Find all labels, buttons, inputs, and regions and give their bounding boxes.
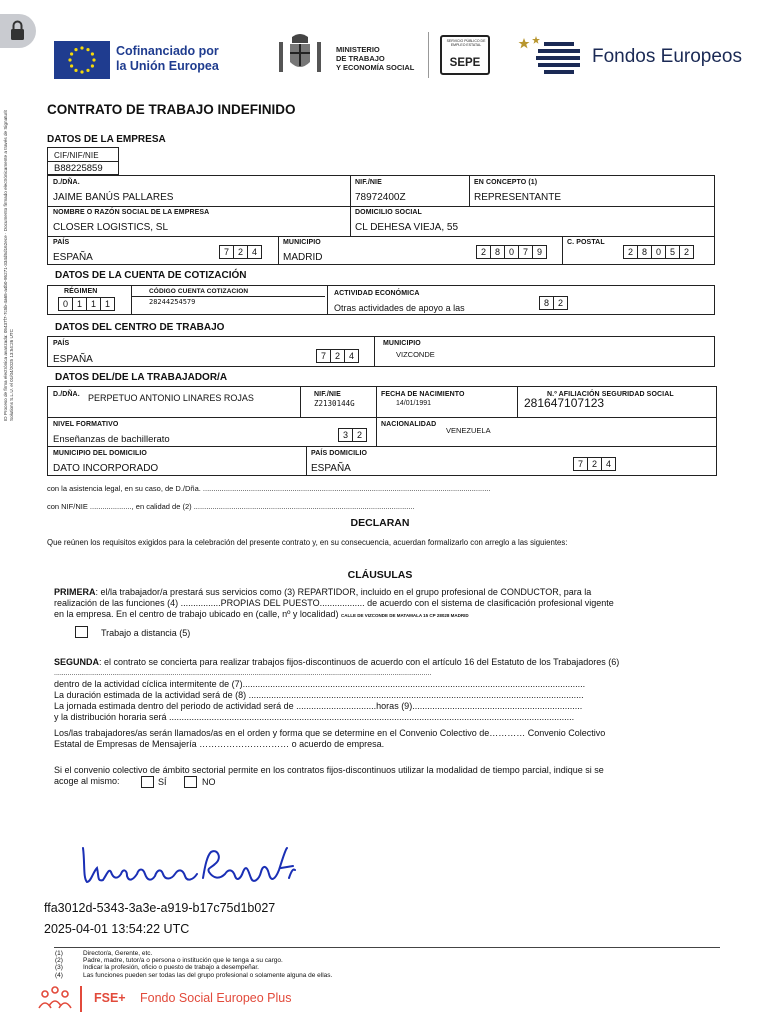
- sepe-small-text: SERVICIO PÚBLICO DE EMPLEO ESTATAL: [446, 39, 486, 47]
- lock-icon: [0, 14, 36, 48]
- empresa-nif-label: NIF./NIE: [355, 179, 382, 186]
- primera-line3: en la empresa. En el centro de trabajo ubicado en (calle, nº y localidad): [54, 609, 339, 619]
- segunda-line7: Los/las trabajadores/as serán llamados/as en el orden y forma que se determine en el Convenio Colectivo de………… Convenio Colectivo: [54, 728, 606, 738]
- primera-line3-small: CALLE DE VIZCONDE DE MATAMALA 15 CP 28028 MADRID: [340, 613, 469, 618]
- cp-code: 2 8 0 5 2: [623, 245, 694, 259]
- empresa-pais-code: 7 2 4: [219, 245, 262, 259]
- trabajador-dona-value: PERPETUO ANTONIO LINARES ROJAS: [88, 393, 254, 403]
- segunda-line2: ..................................................................................................................................................................................................: [54, 670, 432, 677]
- si-label: SÍ: [158, 777, 167, 787]
- empresa-municipio-code: 2 8 0 7 9: [476, 245, 547, 259]
- ministerio-l3: Y ECONOMÍA SOCIAL: [336, 63, 415, 72]
- people-icon: [38, 984, 72, 1014]
- nivel-code: 3 2: [338, 428, 367, 442]
- lock-badge: [0, 14, 36, 48]
- signature-side-text: ID Proceso de firma electrónica avanzada: 05437f7-7c5b-4a65-a4b0-95271-334d5d162ece · Documento firmado electrónicamente a través de Signaturit Solutions S.L.U. el 01/04/2025 13:54:26 UTC: [3, 110, 14, 421]
- fse-name-text: Fondo Social Europeo Plus: [140, 991, 292, 1005]
- sepe-logo: [440, 35, 490, 75]
- segunda-line8: Estatal de Empresas de Mensajería ………………………… o acuerdo de empresa.: [54, 739, 385, 749]
- primera-line2: realización de las funciones (4) ................PROPIAS DEL PUESTO.................. de acuerdo con el sistema de clasificación profesional vigente: [54, 598, 614, 608]
- trabajo-distancia-label: Trabajo a distancia (5): [101, 628, 191, 638]
- trabajador-nif-value: Z2130144G: [314, 399, 355, 408]
- footnote-divider: [54, 947, 720, 948]
- cif-box: [47, 147, 119, 175]
- primera-lead: PRIMERA: [54, 587, 96, 597]
- nacionalidad-label: NACIONALIDAD: [381, 421, 437, 428]
- trabajador-table: [47, 386, 717, 476]
- document-title: CONTRATO DE TRABAJO INDEFINIDO: [47, 102, 296, 117]
- primera-clause: [54, 587, 716, 621]
- fse-divider: [80, 986, 82, 1012]
- afiliacion-value: 281647107123: [524, 396, 605, 410]
- cif-value: B88225859: [54, 163, 103, 174]
- empresa-section-title: DATOS DE LA EMPRESA: [47, 134, 166, 145]
- fondos-text: Fondos Europeos: [592, 46, 742, 67]
- nivel-value: Enseñanzas de bachillerato: [53, 434, 170, 445]
- ministerio-divider: [428, 32, 429, 78]
- segunda-line6: y la distribución horaria será ..................................................................................................................................................................: [54, 712, 575, 722]
- actividad-label: ACTIVIDAD ECONÓMICA: [334, 290, 420, 297]
- concepto-label: EN CONCEPTO (1): [474, 179, 538, 186]
- domicilio-value: CL DEHESA VIEJA, 55: [355, 222, 459, 233]
- centro-municipio-label: MUNICIPIO: [383, 340, 421, 347]
- nacimiento-label: FECHA DE NACIMIENTO: [381, 391, 465, 398]
- nif-calidad-line: con NIF/NIE ...................., en calidad de (2) ..........................................................................................................: [47, 502, 415, 511]
- actividad-value: Otras actividades de apoyo a las: [334, 303, 465, 313]
- cp-label: C. POSTAL: [567, 239, 605, 246]
- razon-label: NOMBRE O RAZÓN SOCIAL DE LA EMPRESA: [53, 209, 210, 216]
- empresa-dona-value: JAIME BANÚS PALLARES: [53, 192, 174, 203]
- trabajador-nif-label: NIF./NIE: [314, 391, 341, 398]
- segunda-line3: dentro de la actividad cíclica intermitente de (7).........................................................................................................................................: [54, 679, 586, 689]
- declaran-title: DECLARAN: [350, 517, 410, 529]
- regimen-code: 0 1 1 1: [58, 297, 115, 311]
- pais-dom-label: PAÍS DOMICILIO: [311, 450, 368, 457]
- nacionalidad-value: VENEZUELA: [446, 426, 491, 435]
- ministerio-l2: DE TRABAJO: [336, 54, 385, 63]
- coat-of-arms-icon: [276, 32, 324, 78]
- codigo-cuenta-value: 28244254579: [149, 298, 196, 306]
- footnote-1: (1) Director/a, Gerente, etc.: [55, 950, 153, 957]
- handwritten-signature: [75, 838, 305, 898]
- empresa-nif-value: 78972400Z: [355, 192, 406, 203]
- codigo-cuenta-label: CÓDIGO CUENTA COTIZACION: [149, 288, 249, 295]
- segunda-lead: SEGUNDA: [54, 657, 100, 667]
- declaran-text: Que reúnen los requisitos exigidos para la celebración del presente contrato y, en su consecuencia, acuerdan formalizarlo con arreglo a las siguientes:: [47, 538, 568, 547]
- regimen-label: RÉGIMEN: [64, 288, 98, 295]
- centro-pais-value: ESPAÑA: [53, 354, 93, 365]
- cotizacion-section-title: DATOS DE LA CUENTA DE COTIZACIÓN: [55, 270, 247, 281]
- signature-id: ffa3012d-5343-3a3e-a919-b17c75d1b027: [44, 901, 276, 915]
- centro-municipio-value: VIZCONDE: [396, 350, 435, 359]
- mun-dom-value: DATO INCORPORADO: [53, 463, 159, 474]
- segunda-line5: La jornada estimada dentro del periodo de actividad será de ................................horas (9)....................................................................: [54, 701, 583, 711]
- segunda-line1: : el contrato se concierta para realizar trabajos fijos-discontinuos de acuerdo con el artículo 16 del Estatuto de los Trabajadores (6): [99, 657, 620, 667]
- footnote-4: (4) Las funciones pueden ser todas las del grupo profesional o solamente alguna de ellas.: [55, 971, 333, 979]
- afiliacion-label: N.º AFILIACIÓN SEGURIDAD SOCIAL: [547, 391, 674, 398]
- trabajador-section-title: DATOS DEL/DE LA TRABAJADOR/A: [55, 372, 228, 383]
- razon-value: CLOSER LOGISTICS, SL: [53, 222, 169, 233]
- sepe-text: SEPE: [449, 57, 481, 69]
- pais-dom-value: ESPAÑA: [311, 463, 351, 474]
- primera-line1: : el/la trabajador/a prestará sus servicios como (3) REPARTIDOR, incluido en el grupo profesional de CONDUCTOR, para la: [95, 587, 592, 597]
- empresa-table: [47, 175, 715, 265]
- centro-section-title: DATOS DEL CENTRO DE TRABAJO: [55, 322, 225, 333]
- cif-label: CIF/NIF/NIE: [54, 151, 99, 160]
- asistencia-line: con la asistencia legal, en su caso, de D./Dña. ..........................................................................................................................................: [47, 484, 491, 493]
- footnotes: [55, 950, 332, 979]
- eu-text-1: Cofinanciado por: [116, 44, 219, 58]
- footnote-3: (3) Indicar la profesión, oficio o puesto de trabajo a desempeñar.: [55, 964, 259, 972]
- empresa-municipio-label: MUNICIPIO: [283, 239, 321, 246]
- no-label: NO: [202, 777, 216, 787]
- eu-flag-icon: [54, 41, 110, 79]
- signature-date: 2025-04-01 13:54:22 UTC: [44, 922, 190, 936]
- empresa-dona-label: D./DÑA.: [53, 179, 80, 186]
- empresa-municipio-value: MADRID: [283, 252, 323, 263]
- concepto-value: REPRESENTANTE: [474, 192, 562, 203]
- eu-text-2: la Unión Europea: [116, 59, 219, 73]
- empresa-pais-value: ESPAÑA: [53, 252, 93, 263]
- trabajo-distancia-checkbox[interactable]: [75, 626, 88, 638]
- actividad-code: 8 2: [539, 296, 568, 310]
- domicilio-label: DOMICILIO SOCIAL: [355, 209, 422, 216]
- segunda-clause: [54, 657, 716, 787]
- mun-dom-label: MUNICIPIO DEL DOMICILIO: [53, 450, 147, 457]
- empresa-pais-label: PAÍS: [53, 239, 70, 246]
- clausulas-title: CLÁUSULAS: [347, 569, 413, 581]
- ministerio-l1: MINISTERIO: [336, 45, 380, 54]
- si-checkbox[interactable]: [141, 776, 154, 788]
- segunda-line9: Si el convenio colectivo de ámbito sectorial permite en los contratos fijos-discontinuos utilizar la modalidad de tiempo parcial, indique si se: [54, 765, 604, 775]
- centro-pais-label: PAÍS: [53, 340, 70, 347]
- fse-plus-text: FSE+: [94, 991, 126, 1005]
- footnote-2: (2) Padre, madre, tutor/a o persona o institución que le tenga a su cargo.: [55, 957, 283, 965]
- nivel-label: NIVEL FORMATIVO: [53, 421, 119, 428]
- fondos-flag-icon: [518, 36, 582, 78]
- segunda-line10: acoge al mismo:: [54, 776, 120, 786]
- centro-table: [47, 336, 715, 367]
- no-checkbox[interactable]: [184, 776, 197, 788]
- trabajador-dona-label: D./DÑA.: [53, 391, 80, 398]
- segunda-line4: La duración estimada de la actividad será de (8) ......................................................................................................................................: [54, 690, 584, 700]
- pais-dom-code: 7 2 4: [573, 457, 616, 471]
- cotizacion-table: [47, 285, 715, 315]
- centro-pais-code: 7 2 4: [316, 349, 359, 363]
- nacimiento-value: 14/01/1991: [396, 400, 432, 407]
